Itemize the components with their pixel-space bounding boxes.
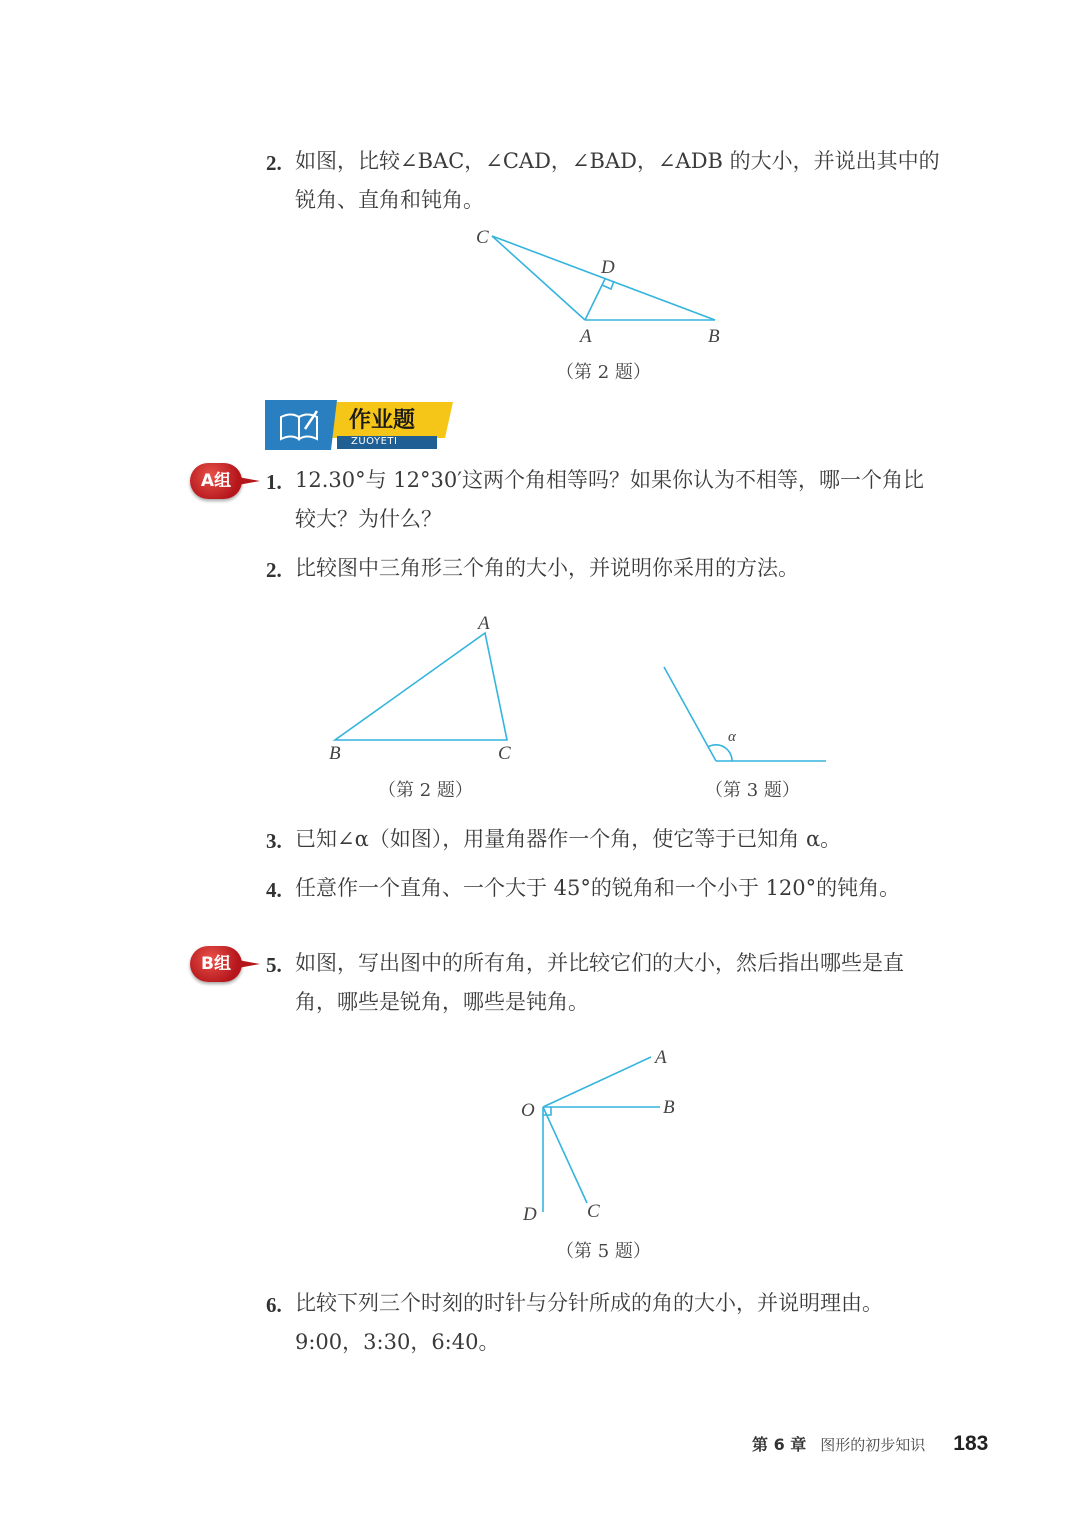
banner-subtitle: ZUOYETI [351, 436, 398, 447]
point-label-c: C [498, 743, 511, 764]
question-text-line: 已知∠α（如图），用量角器作一个角，使它等于已知角 α。 [295, 827, 842, 851]
section-banner [265, 400, 460, 452]
point-label-o: O [521, 1100, 535, 1121]
angle-alpha-figure [650, 655, 840, 770]
question-text-line: 9:00，3:30，6:40。 [295, 1330, 500, 1354]
question-text-line: 较大？为什么？ [295, 507, 442, 531]
question-text-line: 角，哪些是锐角，哪些是钝角。 [295, 990, 589, 1014]
point-label-b: B [708, 326, 720, 347]
alpha-label: α [728, 729, 736, 745]
question-number: 1. [266, 470, 282, 494]
question-text-line: 比较图中三角形三个角的大小，并说明你采用的方法。 [295, 556, 799, 580]
question-number: 2. [266, 151, 282, 175]
book-pencil-icon [277, 407, 323, 443]
group-a-badge [190, 463, 242, 499]
point-label-b: B [329, 743, 341, 764]
triangle-abc [335, 633, 507, 740]
banner-title: 作业题 [349, 408, 416, 433]
line-cb [492, 236, 715, 320]
point-label-a: A [478, 613, 490, 634]
figure-caption: （第 2 题） [378, 780, 473, 801]
line-ca [492, 236, 585, 320]
question-number: 3. [266, 829, 282, 853]
question-text-line: 任意作一个直角、一个大于 45°的锐角和一个小于 120°的钝角。 [295, 876, 901, 900]
question-text-line: 12.30°与 12°30′这两个角相等吗？如果你认为不相等，哪一个角比 [295, 468, 925, 492]
figure-caption: （第 2 题） [556, 362, 651, 383]
footer-chapter-title: 图形的初步知识 [820, 1436, 926, 1454]
badge-pointer [238, 960, 260, 968]
group-a-badge-label: A组 [190, 463, 242, 499]
triangle-figure-cad [460, 220, 760, 350]
angles-figure-o [505, 1040, 695, 1230]
ray-oc [543, 1107, 587, 1203]
point-label-d: D [601, 257, 615, 278]
question-text-line: 如图，比较∠BAC，∠CAD，∠BAD，∠ADB 的大小，并说出其中的 [295, 149, 940, 173]
question-number: 2. [266, 558, 282, 582]
point-label-d: D [523, 1204, 537, 1225]
page-footer [752, 1432, 988, 1456]
footer-chapter: 第 6 章 [752, 1435, 807, 1454]
question-number: 6. [266, 1293, 282, 1317]
point-label-b: B [663, 1097, 675, 1118]
point-label-c: C [476, 227, 489, 248]
point-label-a: A [580, 326, 592, 347]
question-text-line: 比较下列三个时刻的时针与分针所成的角的大小，并说明理由。 [295, 1291, 883, 1315]
group-b-badge-label: B组 [190, 946, 242, 982]
question-number: 5. [266, 953, 282, 977]
question-text-line: 如图，写出图中的所有角，并比较它们的大小，然后指出哪些是直 [295, 951, 904, 975]
point-label-a: A [655, 1047, 667, 1068]
point-label-c: C [587, 1201, 600, 1222]
question-text-line: 锐角、直角和钝角。 [295, 188, 484, 212]
ray-oa [543, 1057, 651, 1107]
badge-pointer [238, 477, 260, 485]
figure-caption: （第 3 题） [705, 780, 800, 801]
figure-caption: （第 5 题） [556, 1241, 651, 1262]
page-number: 183 [953, 1432, 989, 1455]
question-number: 4. [266, 878, 282, 902]
group-b-badge [190, 946, 242, 982]
triangle-figure-abc [320, 608, 540, 768]
